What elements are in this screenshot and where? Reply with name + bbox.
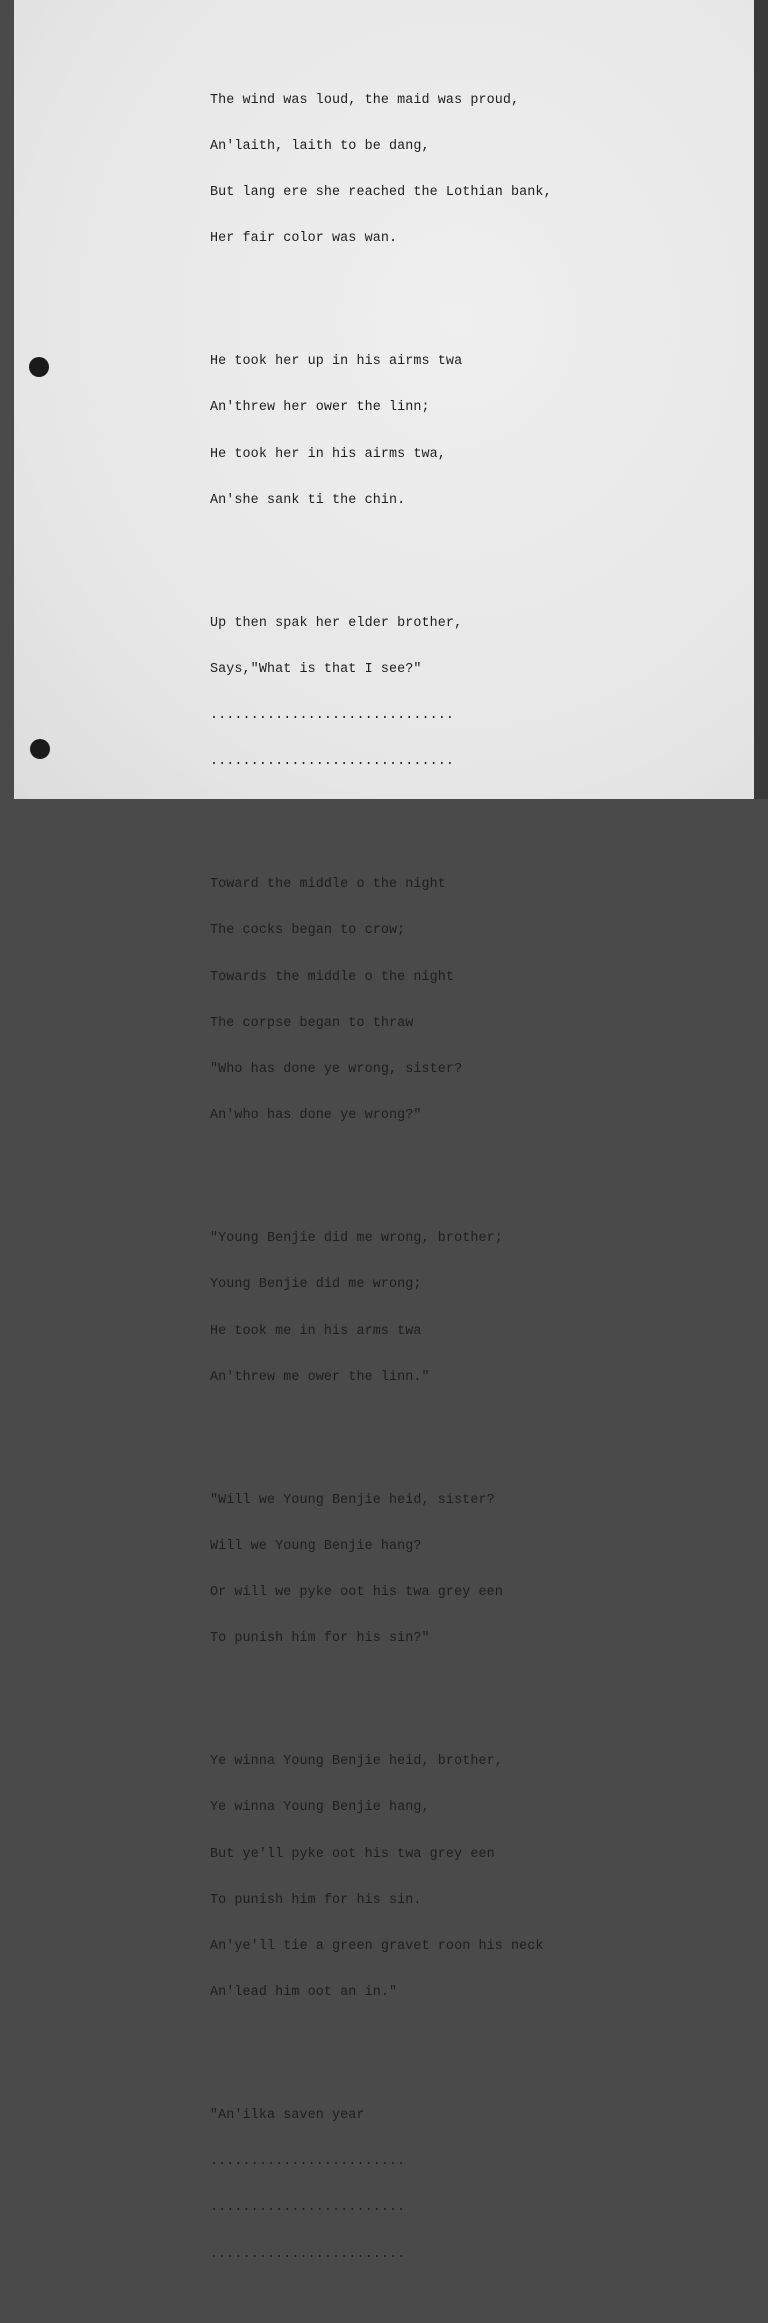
poem-line: An'she sank ti the chin. xyxy=(210,492,406,508)
stanza xyxy=(210,2077,552,2293)
poem-line: An'lead him oot an in." xyxy=(210,1985,398,2001)
poem-line: An'threw her ower the linn; xyxy=(210,400,430,416)
poem-line: But lang ere she reached the Lothian bank, xyxy=(210,185,552,201)
poem-line: Her fair color was wan. xyxy=(210,231,398,247)
stanza xyxy=(210,323,552,539)
poem-line: "Who has done ye wrong, sister? xyxy=(210,1062,463,1077)
poem-line: The corpse began to thraw xyxy=(210,1015,414,1031)
ellipsis-line: .............................. xyxy=(210,754,455,770)
poem-line: He took her up in his airms twa xyxy=(210,354,463,370)
poem-line: Will we Young Benjie hang? xyxy=(210,1538,422,1554)
poem-line: Or will we pyke oot his twa grey een xyxy=(210,1585,503,1600)
poem-line: He took me in his arms twa xyxy=(210,1323,422,1339)
ellipsis-line: ........................ xyxy=(210,2200,406,2216)
poem-line: "An'ilka saven year xyxy=(210,2108,365,2123)
punch-hole-bottom xyxy=(30,739,50,759)
stanza xyxy=(210,1462,552,1678)
poem-line: To punish him for his sin?" xyxy=(210,1631,430,1647)
poem-line: "Will we Young Benjie heid, sister? xyxy=(210,1492,495,1508)
poem-line: Towards the middle o the night xyxy=(210,969,455,985)
ellipsis-line: ........................ xyxy=(210,2246,406,2262)
stanza xyxy=(210,1723,552,2031)
poem-line: An'who has done ye wrong?" xyxy=(210,1108,422,1124)
ellipsis-line: .............................. xyxy=(210,708,455,724)
stanza xyxy=(210,62,552,278)
stanza xyxy=(210,1200,552,1416)
poem-line: "Young Benjie did me wrong, brother; xyxy=(210,1231,503,1247)
poem-line: Up then spak her elder brother, xyxy=(210,615,463,631)
poem-line: The cocks began to crow; xyxy=(210,923,406,939)
poem-line: But ye'll pyke oot his twa grey een xyxy=(210,1846,495,1862)
poem-line: Young Benjie did me wrong; xyxy=(210,1277,422,1293)
poem-line: An'ye'll tie a green gravet roon his neck xyxy=(210,1938,544,1954)
poem-line: The wind was loud, the maid was proud, xyxy=(210,92,520,108)
stanza xyxy=(210,585,552,801)
stanza xyxy=(210,846,552,1154)
poem-line: Ye winna Young Benjie heid, brother, xyxy=(210,1754,503,1770)
page-edge xyxy=(754,0,768,799)
ellipsis-line: ........................ xyxy=(210,2154,406,2170)
poem-line: To punish him for his sin. xyxy=(210,1892,422,1908)
poem-line: Says,"What is that I see?" xyxy=(210,661,422,677)
poem-line: Ye winna Young Benjie hang, xyxy=(210,1800,430,1816)
poem-line: An'laith, laith to be dang, xyxy=(210,138,430,154)
poem-line: Toward the middle o the night xyxy=(210,877,446,893)
poem-text xyxy=(210,31,552,2323)
poem-line: He took her in his airms twa, xyxy=(210,446,446,462)
poem-line: An'threw me ower the linn." xyxy=(210,1369,430,1385)
punch-hole-top xyxy=(29,357,49,377)
